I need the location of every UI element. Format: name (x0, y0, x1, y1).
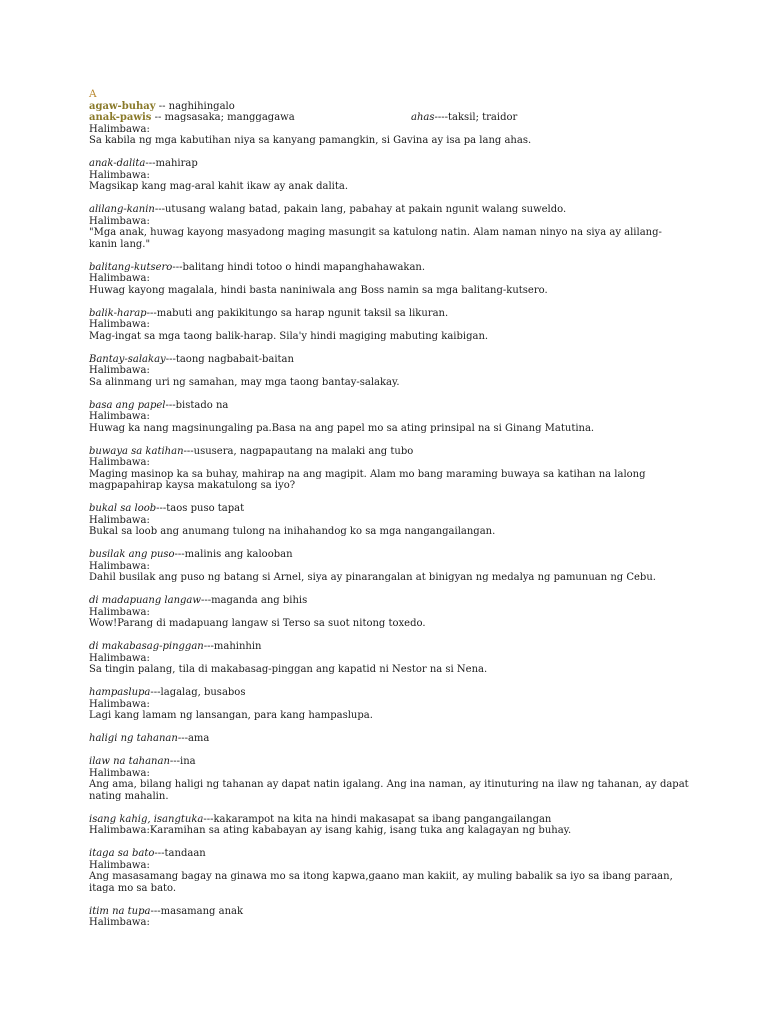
example-label: Halimbawa: (89, 560, 150, 572)
entry-term: balik-harap (89, 307, 147, 319)
entry-term: itaga sa bato (89, 848, 155, 859)
entry-heading (89, 906, 689, 918)
entry-definition: ---maganda ang bihis (200, 595, 308, 606)
glossary-entry (89, 503, 689, 538)
glossary-entry (89, 262, 689, 297)
entry-term: basa ang papel (89, 399, 166, 411)
entry-definition: ---ama (177, 733, 210, 744)
entry-heading (89, 446, 689, 458)
example-text: Sa alinmang uri ng samahan, may mga taong bantay-salakay. (89, 376, 400, 388)
entry-definition: ---balitang hindi totoo o hindi mapanghahawakan. (172, 261, 426, 273)
entry-term: anak-dalita (89, 158, 146, 169)
entry-heading (89, 549, 689, 561)
example-label: Halimbawa: (89, 457, 150, 468)
example-label: Halimbawa: (89, 698, 150, 710)
example-label: Halimbawa: (89, 319, 150, 330)
glossary-entry (89, 354, 689, 389)
entry-definition: ---malinis ang kalooban (174, 549, 293, 560)
section-letter: A (89, 88, 97, 100)
entry-heading (89, 354, 689, 366)
entry-definition: ---tandaan (154, 848, 206, 859)
entry-agaw-buhay (89, 101, 689, 113)
example-text: Sa kabila ng mga kabutihan niya sa kanyang pamangkin, si Gavina ay isa pa lang ahas. (89, 135, 532, 146)
example-label: Halimbawa: (89, 917, 150, 928)
entry-term: itim na tupa (89, 905, 151, 917)
entry-ahas (411, 112, 517, 124)
example-label: Halimbawa: (89, 767, 150, 779)
entry-heading (89, 733, 689, 745)
entry-term: ilaw na tahanan (89, 756, 170, 767)
example-text: Magsikap kang mag-aral kahit ikaw ay anak dalita. (89, 181, 349, 192)
entry-heading (89, 641, 689, 653)
example-label: Halimbawa: (89, 411, 150, 422)
example-label: Halimbawa: (89, 123, 150, 135)
example-text: Ang masasamang bagay na ginawa mo sa itong kapwa,gaano man kakiit, ay muling babalik sa iyo sa ibang paraan, itaga mo sa bato. (89, 871, 673, 894)
example-text: Sa tingin palang, tila di makabasag-pinggan ang kapatid ni Nestor na si Nena. (89, 664, 488, 675)
example-label: Halimbawa: (89, 606, 150, 618)
example-label: Halimbawa: (89, 273, 150, 284)
example-text: Mag-ingat sa mga taong balik-harap. Sila'y hindi magiging mabuting kaibigan. (89, 330, 489, 342)
entry-term: balitang-kutsero (89, 261, 173, 273)
entry-definition: ---mahirap (145, 158, 198, 169)
entry-heading (89, 158, 689, 170)
entry-heading (89, 262, 689, 274)
glossary-entry (89, 848, 689, 894)
example-label: Halimbawa: (89, 365, 150, 376)
entry-definition: ---utusang walang batad, pakain lang, pabahay at pakain ngunit walang suweldo. (154, 204, 567, 215)
example-line (89, 825, 689, 837)
entry-term: agaw-buhay (89, 100, 156, 112)
example-text: Karamihan sa ating kababayan ay isang kahig, isang tuka ang kalagayan ng buhay. (149, 825, 572, 836)
glossary-entry (89, 687, 689, 722)
glossary-entry (89, 446, 689, 492)
example-text: Huwag kayong magalala, hindi basta naniniwala ang Boss namin sa mga balitang-kutsero. (89, 284, 548, 296)
entry-term: di makabasag-pinggan (89, 641, 204, 652)
entry-term: alilang-kanin (89, 204, 155, 215)
entry-definition: ---ina (169, 756, 196, 767)
example-text: Ang ama, bilang haligi ng tahanan ay dapat natin igalang. Ang ina naman, ay itinuturing na ilaw ng tahanan, ay dapat nating mahalin. (89, 779, 689, 802)
entry-definition: ---bistado na (165, 399, 229, 411)
entry-heading (89, 503, 689, 515)
entry-term: di madapuang langaw (89, 595, 201, 606)
example-text: Huwag ka nang magsinungaling pa.Basa na ang papel mo sa ating prinsipal na si Ginang Matutina. (89, 422, 595, 434)
entry-definition: ---taos puso tapat (156, 503, 245, 514)
entry-heading (89, 400, 689, 412)
example-label: Halimbawa: (89, 169, 150, 181)
glossary-entry (89, 204, 689, 250)
entry-term: isang kahig, isangtuka (89, 813, 204, 825)
entry-anak-pawis (89, 112, 689, 124)
entry-heading (89, 848, 689, 860)
entry-term: ahas (411, 112, 435, 123)
glossary-entry (89, 158, 689, 193)
entry-heading (89, 595, 689, 607)
entry-heading (89, 308, 689, 320)
entry-term: Bantay-salakay (89, 353, 166, 365)
glossary-entry (89, 906, 689, 929)
example-label: Halimbawa: (89, 514, 150, 526)
entry-heading (89, 756, 689, 768)
entry-heading (89, 204, 689, 216)
entry-definition: ---lagalag, busabos (150, 687, 246, 698)
entry-term: hampaslupa (89, 687, 151, 698)
glossary-entry (89, 308, 689, 343)
entry-definition: ---kakarampot na kita na hindi makasapat sa ibang pangangailangan (203, 813, 552, 825)
entry-definition: ---mabuti ang pakikitungo sa harap ngunit taksil sa likuran. (146, 307, 449, 319)
glossary-entry (89, 641, 689, 676)
entry-definition: -- magsasaka; manggagawa (151, 112, 295, 123)
example-label: Halimbawa: (89, 825, 150, 836)
example-text: "Mga anak, huwag kayong masyadong maging masungit sa katulong natin. Alam naman ninyo na siya ay alilang-kanin lang." (89, 227, 662, 250)
entry-term: anak-pawis (89, 112, 152, 123)
glossary-content (89, 89, 689, 929)
glossary-entry (89, 814, 689, 837)
example-text: Dahil busilak ang puso ng batang si Arnel, siya ay pinarangalan at binigyan ng medalya ng pamunuan ng Cebu. (89, 572, 656, 583)
glossary-entry (89, 733, 689, 745)
example-label: Halimbawa: (89, 652, 150, 664)
entry-definition: ---ususera, nagpapautang na malaki ang tubo (183, 445, 414, 457)
entry-term: buwaya sa katihan (89, 445, 184, 457)
example-label: Halimbawa: (89, 859, 150, 871)
glossary-entry (89, 595, 689, 630)
entry-term: busilak ang puso (89, 549, 175, 560)
glossary-entry (89, 549, 689, 584)
entry-term: bukal sa loob (89, 503, 157, 514)
glossary-entry (89, 756, 689, 802)
example-text: Maging masinop ka sa buhay, mahirap na ang magipit. Alam mo bang maraming buwaya sa katihan na lalong magpapahirap kaysa makatulong sa iyo? (89, 468, 646, 491)
entry-term: haligi ng tahanan (89, 733, 178, 744)
example-text: Bukal sa loob ang anumang tulong na inihahandog ko sa mga nangangailangan. (89, 526, 496, 537)
example-text: Lagi kang lamam ng lansangan, para kang hampaslupa. (89, 710, 373, 721)
entry-definition: ----taksil; traidor (434, 112, 518, 123)
entry-heading (89, 814, 689, 826)
example-text: Wow!Parang di madapuang langaw si Terso sa suot nitong toxedo. (89, 618, 426, 629)
entry-heading (89, 687, 689, 699)
example-label: Halimbawa: (89, 215, 150, 227)
entry-definition: ---mahinhin (203, 641, 262, 652)
entry-definition: ---taong nagbabait-baitan (165, 353, 294, 365)
glossary-entry (89, 400, 689, 435)
entry-definition: ---masamang anak (150, 905, 244, 917)
entry-definition: -- naghihingalo (155, 100, 235, 112)
entry-list (89, 158, 689, 929)
